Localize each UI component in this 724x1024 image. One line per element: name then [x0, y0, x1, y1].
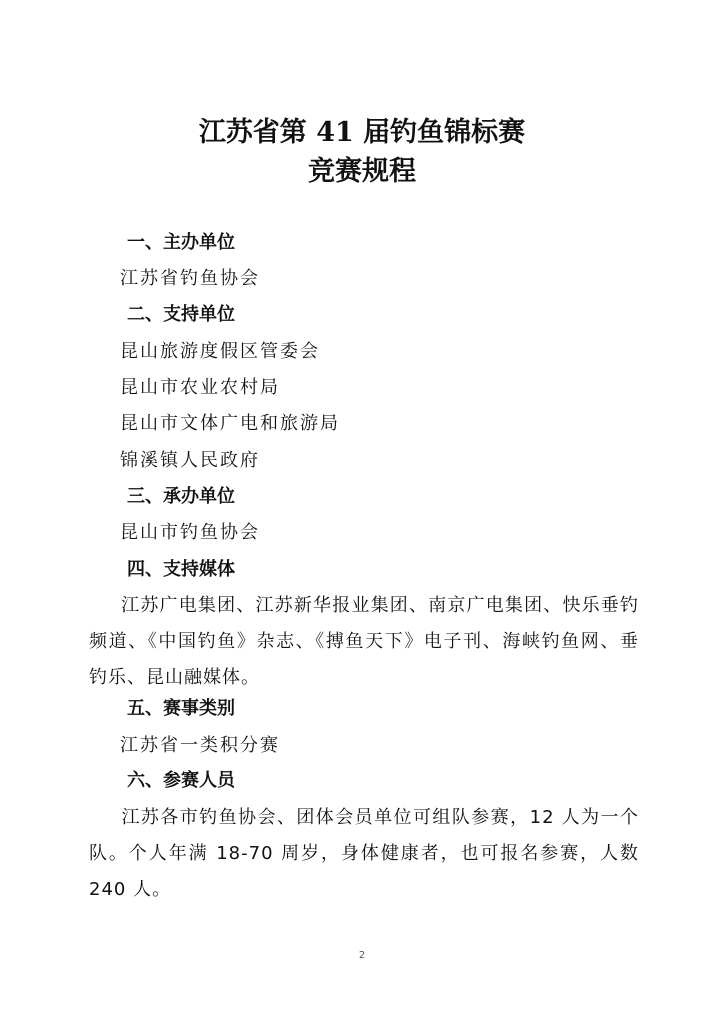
- document-subtitle: 竞赛规程: [308, 156, 416, 187]
- participants-paragraph: [89, 800, 639, 908]
- document-title: 江苏省第 41 届钓鱼锦标赛: [198, 117, 526, 148]
- organizer-line: 江苏省钓鱼协会: [120, 268, 260, 289]
- section-heading-participants: 六、参赛人员: [127, 770, 235, 791]
- section-heading-host: 三、承办单位: [127, 486, 235, 507]
- supporter-line: 昆山市农业农村局: [120, 377, 280, 398]
- media-paragraph: [89, 588, 639, 696]
- section-heading-supporters: 二、支持单位: [127, 304, 235, 325]
- page-number: 2: [358, 950, 366, 961]
- supporter-line: 昆山市文体广电和旅游局: [120, 413, 340, 434]
- supporter-line: 昆山旅游度假区管委会: [120, 341, 320, 362]
- category-line: 江苏省一类积分赛: [120, 735, 280, 756]
- section-heading-media: 四、支持媒体: [127, 559, 235, 580]
- media-paragraph-text: 江苏广电集团、江苏新华报业集团、南京广电集团、快乐垂钓频道、《中国钓鱼》杂志、《搏鱼天下》电子刊、海峡钓鱼网、垂钓乐、昆山融媒体。: [89, 595, 639, 688]
- supporter-line: 锦溪镇人民政府: [120, 450, 260, 471]
- host-line: 昆山市钓鱼协会: [120, 522, 260, 543]
- participants-paragraph-text: 江苏各市钓鱼协会、团体会员单位可组队参赛，12 人为一个队。个人年满 18-70 周岁，身体健康者，也可报名参赛，人数 240 人。: [89, 807, 639, 900]
- section-heading-category: 五、赛事类别: [127, 698, 235, 719]
- section-heading-organizer: 一、主办单位: [127, 232, 235, 253]
